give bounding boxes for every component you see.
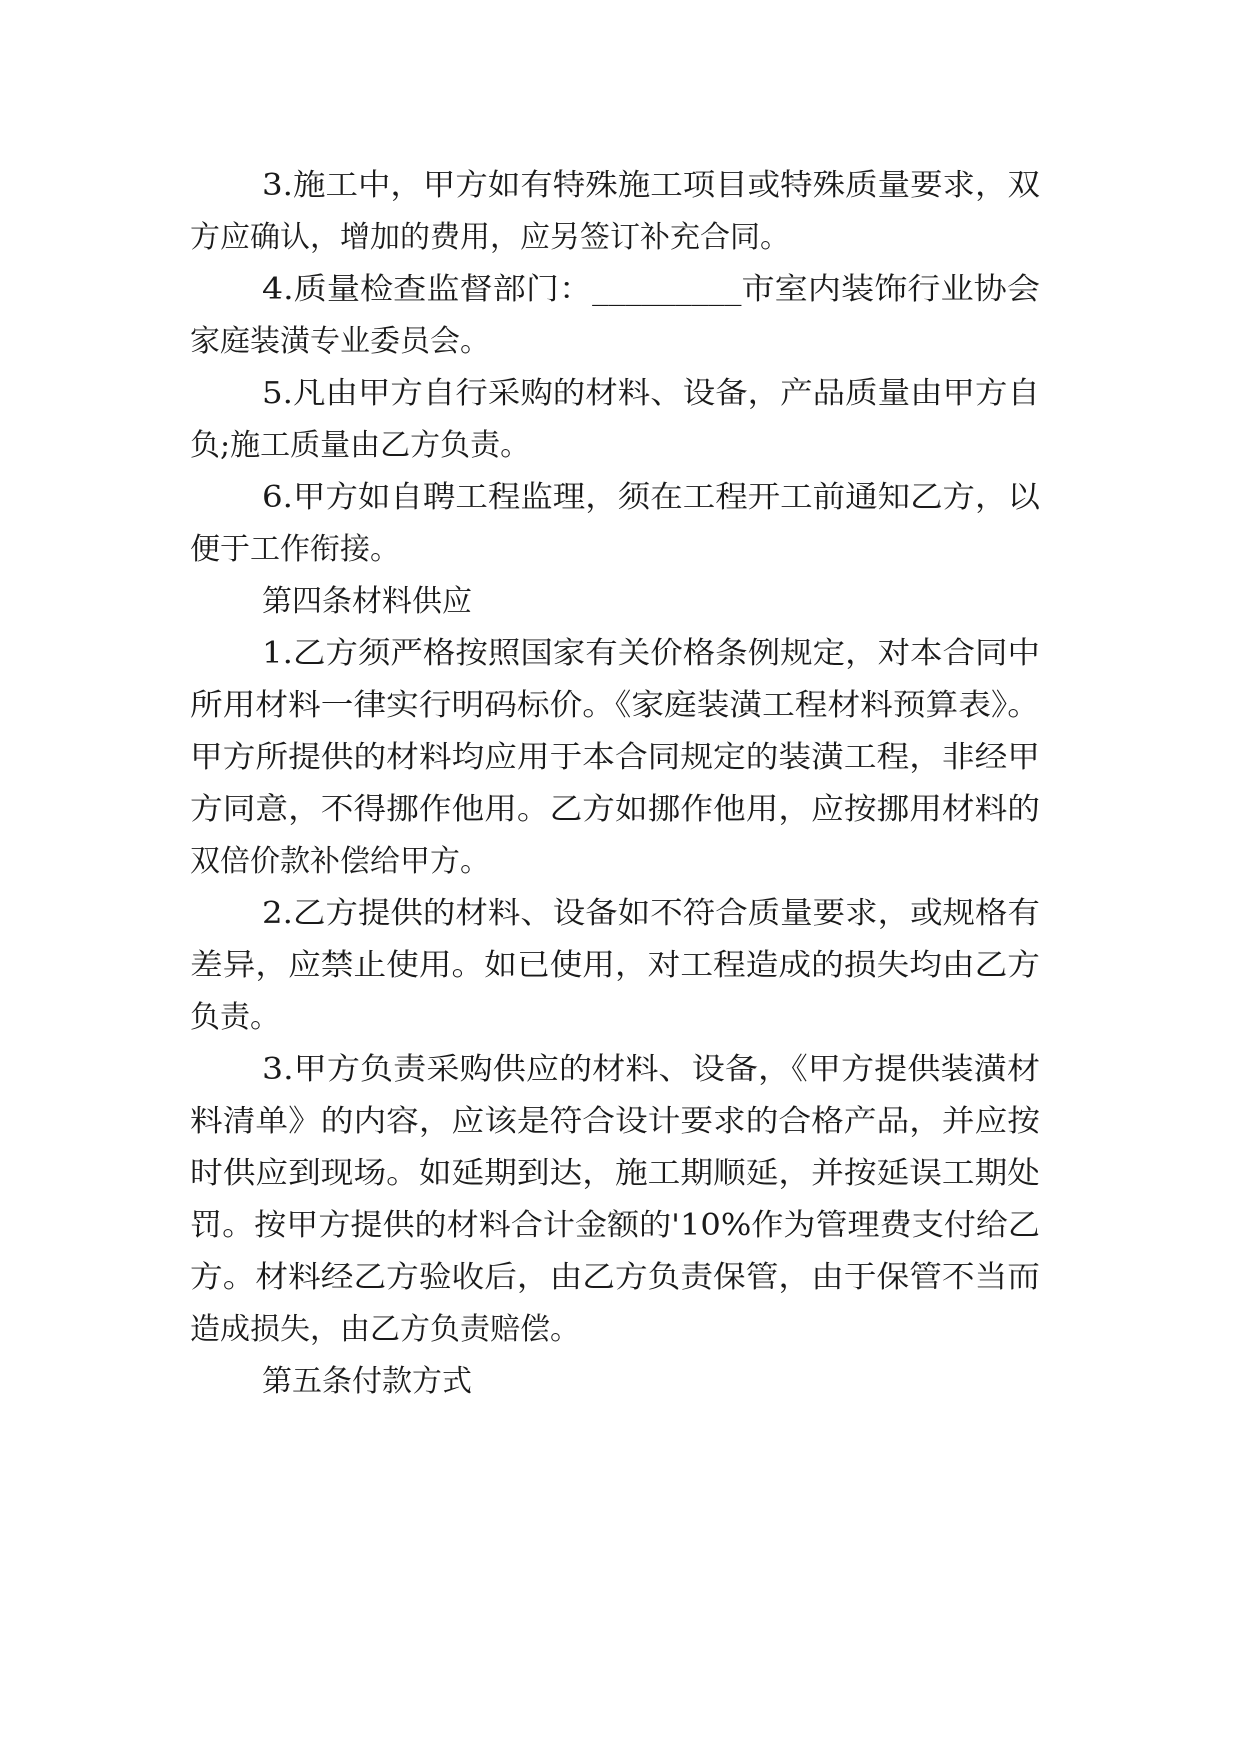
text-line: 1.乙方须严格按照国家有关价格条例规定，对本合同中 bbox=[262, 636, 1040, 671]
text-line: 罚。按甲方提供的材料合计金额的'10%作为管理费支付给乙 bbox=[190, 1208, 1041, 1243]
text-line: 所用材料一律实行明码标价。《家庭装潢工程材料预算表》。 bbox=[190, 688, 1040, 723]
section-heading: 第四条材料供应 bbox=[262, 584, 472, 619]
text-line: 差异，应禁止使用。如已使用，对工程造成的损失均由乙方 bbox=[190, 948, 1040, 983]
text-line: 2.乙方提供的材料、设备如不符合质量要求，或规格有 bbox=[262, 896, 1040, 931]
section-heading: 第五条付款方式 bbox=[262, 1364, 472, 1399]
text-line: 方。材料经乙方验收后，由乙方负责保管，由于保管不当而 bbox=[190, 1260, 1040, 1295]
text-line: 料清单》的内容，应该是符合设计要求的合格产品，并应按 bbox=[190, 1104, 1040, 1139]
text-line: 3.施工中，甲方如有特殊施工项目或特殊质量要求，双 bbox=[262, 168, 1040, 203]
text-line: 3.甲方负责采购供应的材料、设备，《甲方提供装潢材 bbox=[262, 1052, 1040, 1087]
text-line: 负;施工质量由乙方负责。 bbox=[190, 428, 531, 463]
text-line: 甲方所提供的材料均应用于本合同规定的装潢工程，非经甲 bbox=[190, 740, 1040, 775]
text-line: 家庭装潢专业委员会。 bbox=[190, 324, 490, 359]
text-line: 时供应到现场。如延期到达，施工期顺延，并按延误工期处 bbox=[190, 1156, 1040, 1191]
text-line: 负责。 bbox=[190, 1000, 280, 1035]
text-line: 造成损失，由乙方负责赔偿。 bbox=[190, 1312, 580, 1347]
text-line: 双倍价款补偿给甲方。 bbox=[190, 844, 490, 879]
text-line: 6.甲方如自聘工程监理，须在工程开工前通知乙方，以 bbox=[262, 480, 1040, 515]
text-line: 方同意，不得挪作他用。乙方如挪作他用，应按挪用材料的 bbox=[190, 792, 1040, 827]
text-line: 便于工作衔接。 bbox=[190, 532, 400, 567]
text-line: 方应确认，增加的费用，应另签订补充合同。 bbox=[190, 220, 790, 255]
text-line: 5.凡由甲方自行采购的材料、设备，产品质量由甲方自 bbox=[262, 376, 1040, 411]
text-line: 4.质量检查监督部门：_________市室内装饰行业协会 bbox=[262, 272, 1040, 307]
